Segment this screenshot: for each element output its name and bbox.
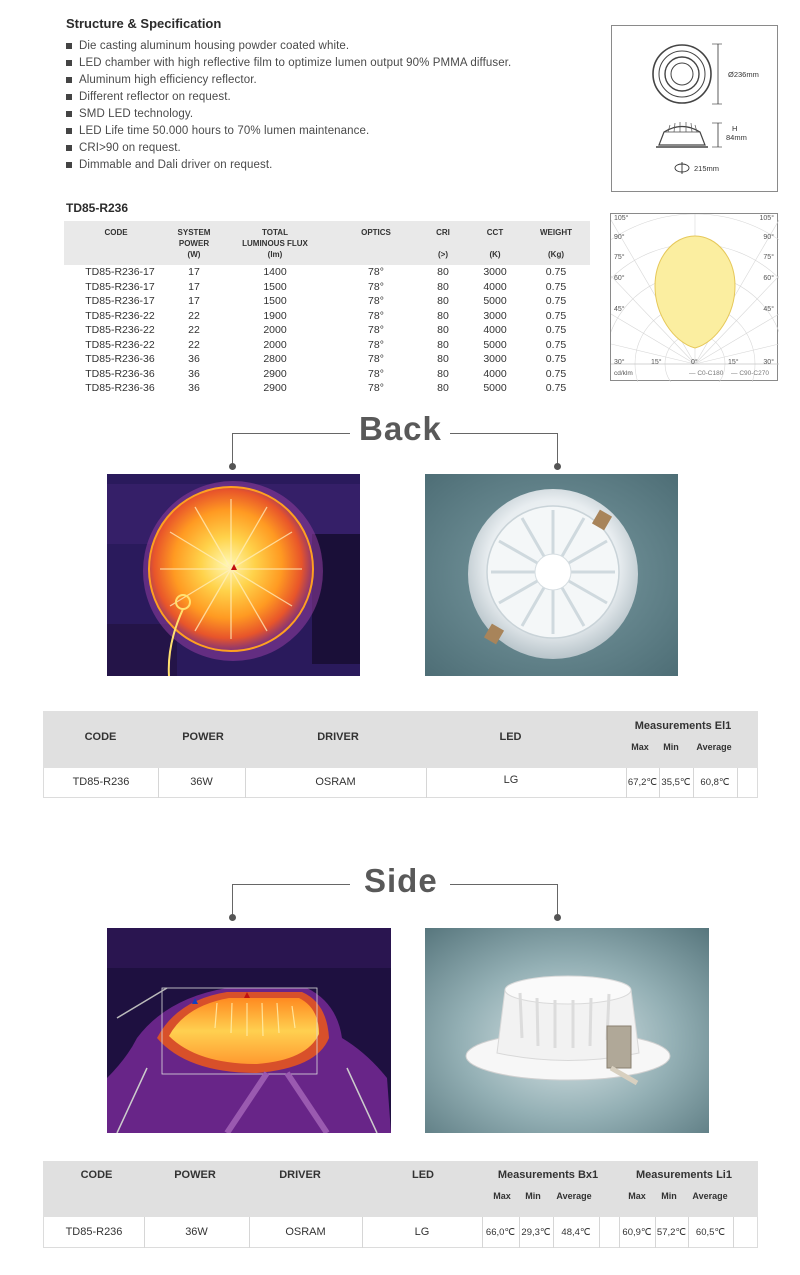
- col-cri-l2: (>): [438, 250, 448, 259]
- cell-cct: 4000: [483, 367, 507, 380]
- cell-cri: 80: [437, 266, 449, 278]
- angle-r-45: 45°: [763, 306, 774, 313]
- cell-code: TD85-R236-22: [85, 324, 155, 336]
- thermal-side-image: [107, 928, 391, 1133]
- cell-optics: 78°: [368, 367, 384, 380]
- col-cri-l1: CRI: [436, 228, 450, 237]
- cell-optics: 78°: [368, 295, 384, 307]
- back-col-max: Max: [631, 742, 649, 752]
- thermal-side-svg: [107, 928, 391, 1133]
- spec-item: Die casting aluminum housing powder coated white.: [66, 38, 511, 55]
- back-vline-right: [557, 433, 558, 465]
- col-flux-l3: (lm): [267, 250, 283, 259]
- thermal-back-svg: [107, 474, 360, 676]
- angle-b-0: 0°: [691, 359, 698, 366]
- model-table: [64, 221, 590, 396]
- cell-optics: 78°: [368, 353, 384, 365]
- side-cell-max2: 60,9℃: [622, 1227, 652, 1238]
- side-col-driver: DRIVER: [279, 1169, 321, 1181]
- cell-weight: 0.75: [545, 309, 567, 322]
- table-row: [64, 294, 590, 309]
- side-cell-avg1: 48,4℃: [561, 1227, 591, 1238]
- cell-flux: 2000: [263, 338, 287, 351]
- side-dot-left: [229, 914, 236, 921]
- angle-b-15l: 15°: [651, 359, 662, 366]
- back-cell-power: 36W: [190, 776, 213, 788]
- col-cri: [423, 227, 463, 260]
- cell-weight: 0.75: [545, 338, 567, 351]
- back-col-avg: Average: [696, 742, 732, 752]
- table-row: [64, 381, 590, 396]
- legend-c90: — C90-C270: [731, 370, 769, 377]
- angle-r-60: 60°: [763, 275, 774, 282]
- cell-flux: 2800: [263, 353, 287, 365]
- cell-cri: 80: [437, 353, 449, 365]
- cell-cri: 80: [437, 338, 449, 351]
- cell-code: TD85-R236-22: [85, 309, 155, 322]
- cell-power: 36: [188, 382, 200, 394]
- cell-code: TD85-R236-17: [85, 266, 155, 278]
- table-row: [43, 768, 758, 798]
- cell-optics: 78°: [368, 280, 384, 293]
- side-col-min2: Min: [661, 1191, 677, 1201]
- cell-flux: 1900: [263, 309, 287, 322]
- cell-code: TD85-R236-22: [85, 338, 155, 351]
- cell-power: 36: [188, 367, 200, 380]
- angle-l-30: 30°: [614, 359, 625, 366]
- back-col-led: LED: [499, 731, 522, 743]
- legend-c0: — C0-C180: [689, 370, 724, 377]
- polar-lobe: [655, 236, 735, 348]
- back-table-header: [43, 711, 758, 768]
- height-letter: H: [732, 124, 738, 133]
- col-flux-l1: TOTAL: [262, 228, 288, 237]
- side-cell-power: 36W: [185, 1226, 208, 1238]
- col-optics: OPTICS: [361, 228, 391, 237]
- side-table-header: [43, 1161, 758, 1217]
- model-table-title: TD85-R236: [66, 201, 129, 215]
- cell-power: 22: [188, 324, 200, 336]
- side-col-code: CODE: [80, 1169, 113, 1181]
- angle-r-75: 75°: [763, 254, 774, 261]
- cell-cct: 5000: [483, 295, 507, 307]
- table-row: [64, 323, 590, 338]
- side-col-meas2: Measurements Li1: [636, 1169, 732, 1181]
- side-cell-min1: 29,3℃: [521, 1227, 551, 1238]
- legend-c0-label: C0-C180: [697, 370, 724, 377]
- cell-cct: 3000: [483, 266, 507, 278]
- col-cct-l2: (K): [489, 250, 501, 259]
- cell-code: TD85-R236-17: [85, 295, 155, 307]
- legend-c90-label: C90-C270: [739, 370, 769, 377]
- side-col-meas1: Measurements Bx1: [497, 1169, 599, 1181]
- side-cell-driver: OSRAM: [285, 1226, 326, 1238]
- col-weight-l1: WEIGHT: [540, 228, 572, 237]
- side-title: Side: [364, 862, 438, 899]
- side-line-right: [450, 884, 558, 885]
- back-col-meas: Measurements El1: [634, 720, 732, 732]
- col-power-l2: POWER: [178, 239, 210, 248]
- back-line-left: [232, 433, 350, 434]
- cell-cri: 80: [437, 309, 449, 322]
- cell-cri: 80: [437, 280, 449, 293]
- back-cell-driver: OSRAM: [315, 776, 356, 788]
- spec-item: Aluminum high efficiency reflector.: [66, 72, 511, 89]
- cell-cri: 80: [437, 382, 449, 394]
- cell-flux: 2000: [263, 324, 287, 336]
- cell-flux: 2900: [263, 382, 287, 394]
- col-power-l3: (W): [187, 250, 201, 259]
- col-code: CODE: [104, 228, 128, 237]
- back-dot-left: [229, 463, 236, 470]
- back-dot-right: [554, 463, 561, 470]
- cell-power: 17: [188, 295, 200, 307]
- model-table-body: [64, 265, 590, 396]
- height-label: 84mm: [726, 133, 747, 142]
- col-power: [164, 227, 224, 260]
- cell-flux: 1500: [263, 295, 287, 307]
- side-cell-min2: 57,2℃: [656, 1227, 687, 1238]
- table-row: [64, 367, 590, 382]
- side-col-max1: Max: [493, 1191, 511, 1201]
- cell-weight: 0.75: [545, 280, 567, 293]
- angle-r-90: 90°: [763, 234, 774, 241]
- side-dot-right: [554, 914, 561, 921]
- back-cell-avg: 60,8℃: [700, 777, 730, 788]
- cell-cct: 5000: [483, 338, 507, 351]
- cutout-label: 215mm: [694, 164, 720, 173]
- spec-item: SMD LED technology.: [66, 106, 511, 123]
- cell-cct: 4000: [483, 280, 507, 293]
- cell-cct: 4000: [483, 324, 507, 336]
- col-weight: [530, 227, 582, 260]
- angle-r-30: 30°: [763, 359, 774, 366]
- polar-unit: cd/klm: [614, 370, 633, 377]
- angle-r-105: 105°: [759, 215, 774, 222]
- cell-cct: 5000: [483, 382, 507, 394]
- product-back-photo: [425, 474, 678, 676]
- back-line-right: [450, 433, 558, 434]
- polar-svg: [611, 214, 779, 382]
- cell-optics: 78°: [368, 338, 384, 351]
- product-back-svg: [425, 474, 678, 676]
- back-cell-code: TD85-R236: [72, 776, 130, 788]
- side-col-power: POWER: [174, 1169, 216, 1181]
- spec-item: Different reflector on request.: [66, 89, 511, 106]
- table-row: [64, 309, 590, 324]
- back-col-code: CODE: [84, 731, 117, 743]
- cell-code: TD85-R236-36: [85, 353, 155, 365]
- cell-flux: 1500: [263, 280, 287, 293]
- thermal-back-image: [107, 474, 360, 676]
- back-measurement-table: [43, 711, 758, 798]
- back-cell-led: LG: [503, 774, 519, 786]
- side-col-max2: Max: [628, 1191, 646, 1201]
- spec-title: Structure & Specification: [66, 16, 222, 31]
- cell-cct: 3000: [483, 309, 507, 322]
- cell-weight: 0.75: [545, 295, 567, 307]
- angle-l-60: 60°: [614, 275, 625, 282]
- cell-flux: 1400: [263, 266, 287, 278]
- cell-code: TD85-R236-17: [85, 280, 155, 293]
- spec-item: LED chamber with high reflective film to optimize lumen output 90% PMMA diffuser.: [66, 55, 511, 72]
- back-cell-min: 35,5℃: [661, 777, 691, 788]
- cell-cct: 3000: [483, 353, 507, 365]
- diameter-label: Ø236mm: [728, 70, 759, 79]
- angle-l-105: 105°: [614, 215, 629, 222]
- angle-l-45: 45°: [614, 306, 625, 313]
- cell-cri: 80: [437, 324, 449, 336]
- col-flux-l2: LUMINOUS FLUX: [242, 239, 308, 248]
- angle-b-15r: 15°: [728, 359, 739, 366]
- table-row: [64, 280, 590, 295]
- side-cell-led: LG: [414, 1226, 430, 1238]
- polar-diagram: [610, 213, 778, 381]
- cell-weight: 0.75: [545, 353, 567, 365]
- cell-optics: 78°: [368, 324, 384, 336]
- col-weight-l2: (Kg): [548, 250, 564, 259]
- spec-item: CRI>90 on request.: [66, 140, 511, 157]
- cell-power: 22: [188, 309, 200, 322]
- table-row: [64, 352, 590, 367]
- cell-code: TD85-R236-36: [85, 382, 155, 394]
- cell-cri: 80: [437, 295, 449, 307]
- cell-weight: 0.75: [545, 382, 567, 394]
- table-row: [64, 338, 590, 353]
- cell-power: 17: [188, 280, 200, 293]
- model-table-header: [64, 221, 590, 265]
- back-title: Back: [359, 410, 442, 447]
- side-col-avg1: Average: [556, 1191, 592, 1201]
- cell-weight: 0.75: [545, 367, 567, 380]
- product-side-svg: [425, 928, 709, 1133]
- spec-item: Dimmable and Dali driver on request.: [66, 157, 511, 174]
- side-col-led: LED: [412, 1169, 434, 1181]
- product-side-photo: [425, 928, 709, 1133]
- col-flux: [230, 227, 320, 260]
- side-vline-left: [232, 884, 233, 916]
- side-col-min1: Min: [525, 1191, 541, 1201]
- col-power-l1: SYSTEM: [177, 228, 211, 237]
- side-measurement-table: [43, 1161, 758, 1248]
- back-col-driver: DRIVER: [317, 731, 359, 743]
- side-cell-code: TD85-R236: [65, 1226, 123, 1238]
- back-vline-left: [232, 433, 233, 465]
- cell-cri: 80: [437, 367, 449, 380]
- cell-flux: 2900: [263, 367, 287, 380]
- side-cell-avg2: 60,5℃: [695, 1227, 726, 1238]
- table-row: [43, 1217, 758, 1248]
- back-col-min: Min: [663, 742, 679, 752]
- cell-weight: 0.75: [545, 266, 567, 278]
- col-cct: [475, 227, 515, 260]
- back-col-power: POWER: [182, 731, 224, 743]
- cell-optics: 78°: [368, 309, 384, 322]
- side-vline-right: [557, 884, 558, 916]
- side-cell-max1: 66,0℃: [485, 1227, 516, 1238]
- side-col-avg2: Average: [692, 1191, 728, 1201]
- cell-optics: 78°: [368, 382, 384, 394]
- cell-code: TD85-R236-36: [85, 367, 155, 380]
- dimension-drawing: [611, 25, 778, 192]
- cell-weight: 0.75: [545, 324, 567, 336]
- cell-power: 22: [188, 338, 200, 351]
- cell-power: 17: [188, 266, 200, 278]
- table-row: [64, 265, 590, 280]
- spec-list: [66, 38, 511, 174]
- cell-power: 36: [188, 353, 200, 365]
- cell-optics: 78°: [368, 266, 384, 278]
- col-cct-l1: CCT: [486, 228, 504, 237]
- side-line-left: [232, 884, 350, 885]
- angle-l-90: 90°: [614, 234, 625, 241]
- back-cell-max: 67,2℃: [627, 777, 658, 788]
- spec-item: LED Life time 50.000 hours to 70% lumen maintenance.: [66, 123, 511, 140]
- angle-l-75: 75°: [614, 254, 625, 261]
